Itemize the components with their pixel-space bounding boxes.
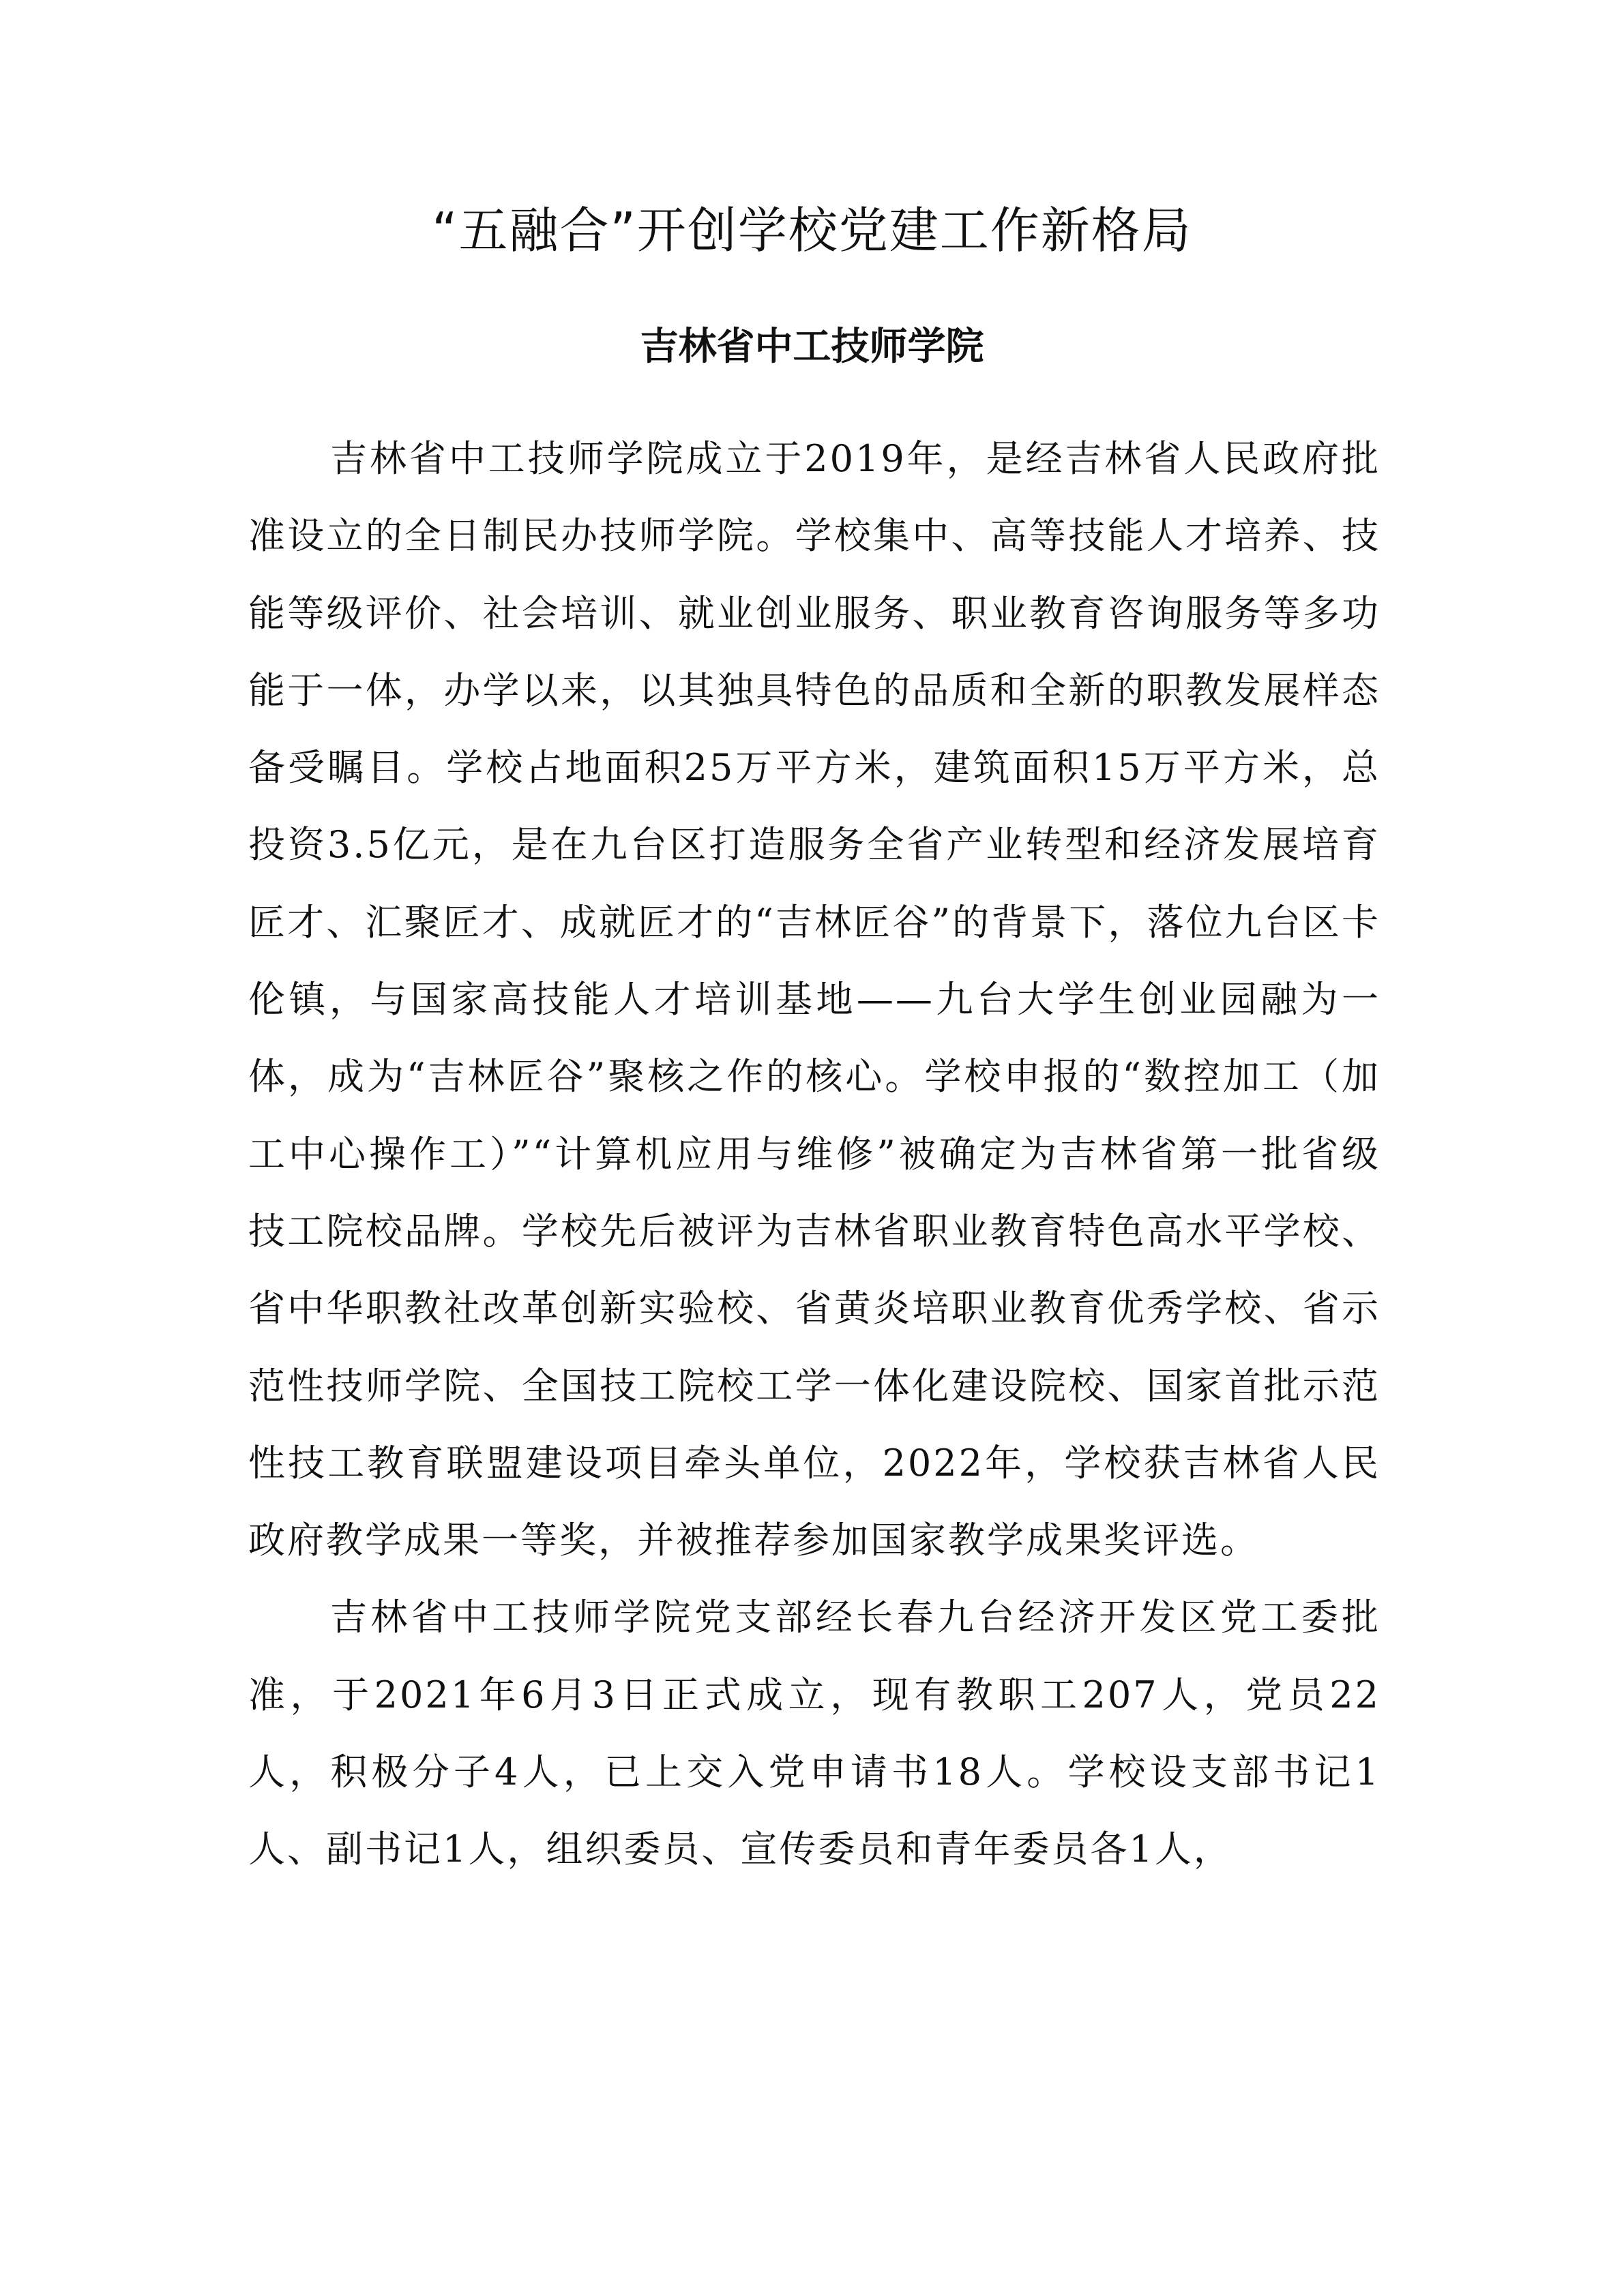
document-author: 吉林省中工技师学院 bbox=[640, 324, 984, 369]
document-body bbox=[248, 420, 1381, 1888]
document-title: “五融合”开创学校党建工作新格局 bbox=[432, 202, 1192, 259]
paragraph: 吉林省中工技师学院党支部经长春九台经济开发区党工委批准，于2021年6月3日正式成立，现有教职工207人，党员22人，积极分子4人，已上交入党申请书18人。学校设支部书记1人、副书记1人，组织委员、宣传委员和青年委员各1人， bbox=[248, 1596, 1381, 1871]
paragraph: 吉林省中工技师学院成立于2019年，是经吉林省人民政府批准设立的全日制民办技师学院。学校集中、高等技能人才培养、技能等级评价、社会培训、就业创业服务、职业教育咨询服务等多功能于一体，办学以来，以其独具特色的品质和全新的职教发展样态备受瞩目。学校占地面积25万平方米，建筑面积15万平方米，总投资3.5亿元，是在九台区打造服务全省产业转型和经济发展培育匠才、汇聚匠才、成就匠才的“吉林匠谷”的背景下，落位九台区卡伦镇，与国家高技能人才培训基地——九台大学生创业园融为一体，成为“吉林匠谷”聚核之作的核心。学校申报的“数控加工（加工中心操作工）”“计算机应用与维修”被确定为吉林省第一批省级技工院校品牌。学校先后被评为吉林省职业教育特色高水平学校、省中华职教社改革创新实验校、省黄炎培职业教育优秀学校、省示范性技师学院、全国技工院校工学一体化建设院校、国家首批示范性技工教育联盟建设项目牵头单位，2022年，学校获吉林省人民政府教学成果一等奖，并被推荐参加国家教学成果奖评选。 bbox=[248, 437, 1381, 1562]
